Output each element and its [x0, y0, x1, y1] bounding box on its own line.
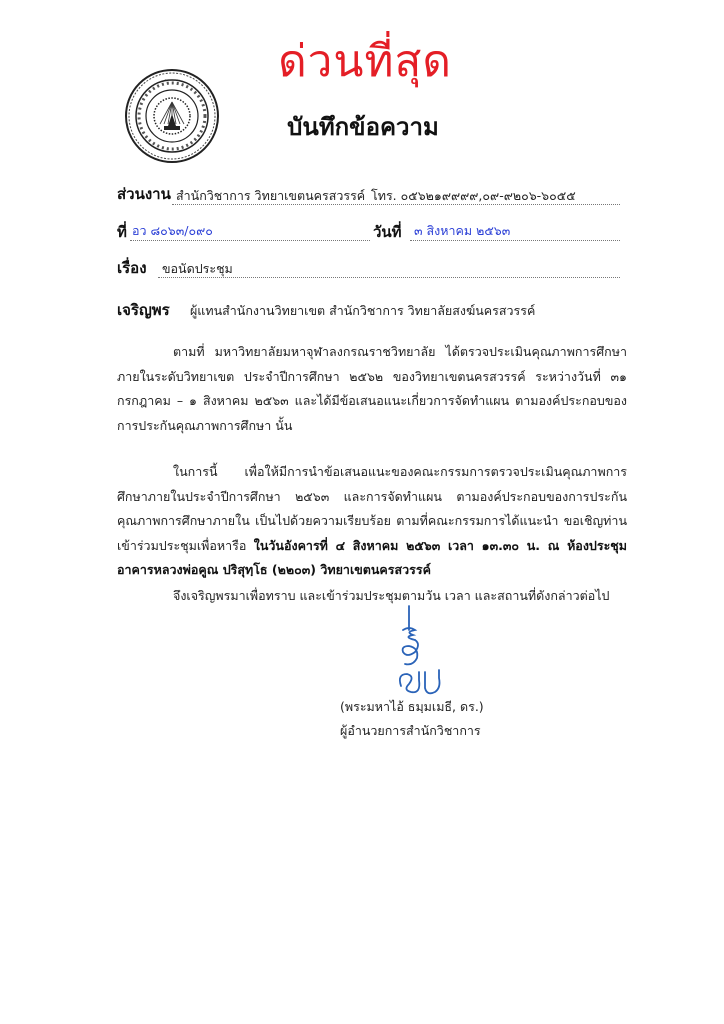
urgency-stamp: ด่วนที่สุด	[278, 36, 452, 87]
salutation-row	[117, 300, 535, 322]
subject-dotted-line	[158, 277, 620, 278]
body-paragraph-1	[117, 340, 627, 438]
signatory-name: (พระมหาไอ้ ธมฺมเมธี, ดร.)	[340, 699, 484, 714]
svg-text:~ ~ ~: ~ ~ ~	[164, 78, 180, 84]
department-value: สำนักวิชาการ วิทยาเขตนครสวรรค์	[176, 188, 366, 203]
date-dotted-line	[410, 240, 620, 241]
department-dotted-line	[172, 204, 620, 205]
date-value: ๓ สิงหาคม ๒๕๖๓	[414, 223, 511, 238]
ref-dotted-line	[130, 240, 370, 241]
ref-value-wrap	[132, 221, 213, 242]
ref-number-value: อว ๘๐๖๓/๐๙๐	[132, 223, 213, 238]
signature-image	[395, 604, 455, 698]
department-row	[117, 184, 171, 206]
salutation-label: เจริญพร	[117, 301, 170, 319]
body-paragraph-2	[117, 460, 627, 583]
document-title: บันทึกข้อความ	[287, 113, 439, 141]
date-label: วันที่	[373, 223, 402, 241]
phone-value: โทร. ๐๕๖๒๑๙๙๙๙,๐๙-๙๒๐๖-๖๐๕๕	[371, 188, 576, 203]
university-seal-logo	[124, 68, 220, 164]
body-paragraph-3	[117, 584, 627, 609]
subject-label: เรื่อง	[117, 259, 147, 277]
subject-value: ขอนัดประชุม	[162, 261, 233, 276]
ref-label: ที่	[117, 223, 127, 241]
paragraph-1-text: ตามที่ มหาวิทยาลัยมหาจุฬาลงกรณราชวิทยาลัย ได้ตรวจประเมินคุณภาพการศึกษาภายในระดับวิทยาเขต ประจำปีการศึกษา ๒๕๖๒ ของวิทยาเขตนครสวรรค์ ระหว่างวันที่ ๓๑ กรกฎาคม – ๑ สิงหาคม ๒๕๖๓ และได้มีข้อเสนอแนะเกี่ยวการจัดทำแผน ตามองค์ประกอบของการประกันคุณภาพการศึกษา นั้น	[117, 344, 627, 433]
signatory-position: ผู้อำนวยการสำนักวิชาการ	[340, 723, 481, 738]
paragraph-3-text: จึงเจริญพรมาเพื่อทราบ และเข้าร่วมประชุมตามวัน เวลา และสถานที่ดังกล่าวต่อไป	[173, 588, 610, 603]
salutation-recipient: ผู้แทนสำนักงานวิทยาเขต สำนักวิชาการ วิทยาลัยสงฆ์นครสวรรค์	[189, 303, 536, 318]
paragraph-2-text: ในการนี้ เพื่อให้มีการนำข้อเสนอแนะของคณะกรรมการตรวจประเมินคุณภาพการศึกษาภายในประจำปีการศึกษา ๒๕๖๓ และการจัดทำแผน ตามองค์ประกอบของการประกันคุณภาพการศึกษาภายใน เป็นไปด้วยความเรียบร้อย ตามที่คณะกรรมการได้แนะนำ ขอเชิญท่านเข้าร่วมประชุมเพื่อหารือ	[117, 464, 627, 553]
subject-row	[117, 258, 147, 280]
date-row	[373, 222, 402, 244]
meeting-details-bold: ในวันอังคารที่ ๔ สิงหาคม ๒๕๖๓ เวลา ๑๓.๓๐ น. ณ ห้องประชุมอาคารหลวงพ่อคูณ ปริสุทฺโธ (๒๒๐๓) วิทยาเขตนครสวรรค์	[117, 537, 628, 577]
department-label: ส่วนงาน	[117, 185, 171, 203]
date-value-wrap	[414, 221, 510, 242]
ref-row	[117, 222, 127, 244]
